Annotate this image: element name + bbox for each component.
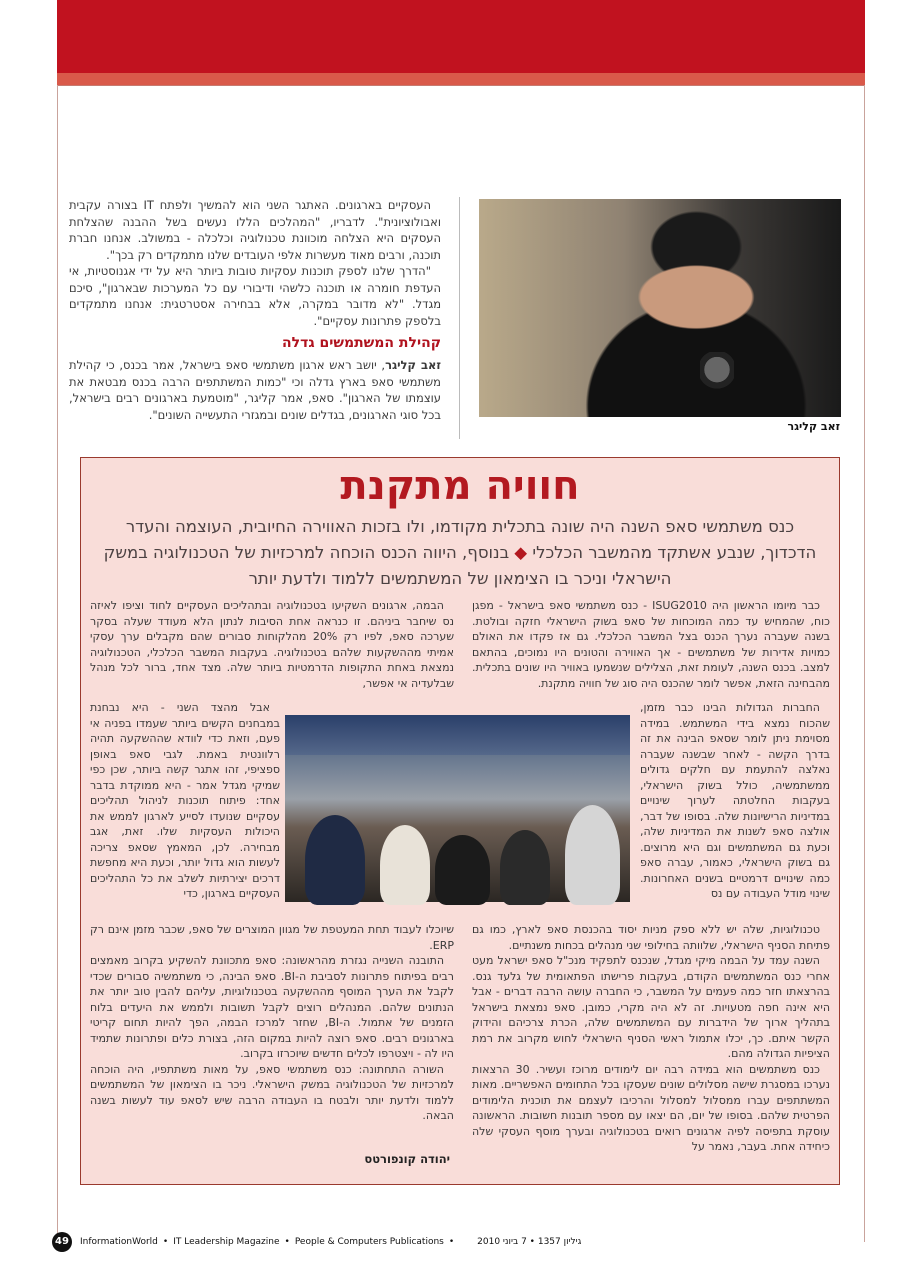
page-border-right <box>864 85 865 1242</box>
subtitle-text-2: בנוסף, היווה הכנס הוכחה למרכזיות של הטכנולוגיה במשק הישראלי וניכר בו הצימאון של המשתמשים ללמוד ולדעת יותר <box>103 543 672 588</box>
subtitle-text-1: כנס משתמשי סאפ השנה היה שונה בתכלית מקודמו, ולו בזכות האווירה החיובית, העוצמה והעדר הדכדוך, שנבע אשתקד מהמשבר הכלכלי <box>125 517 817 562</box>
footer-dot: • <box>448 1237 455 1247</box>
box-paragraph: הבמה, ארגונים השקיעו בטכנולוגיה ובתהליכים העסקיים לחוד וציפו לאיזה נס שיחבר ביניהם. זו כנראה אחת הסיבות לנתון הלא מעודד שעלה בסקר שערכה סאפ, לפיו רק 20% מהלקוחות סבורים שהם מקבלים ערך עסקי אמיתי מההשקעות שלהם בטכנולוגיה. בעקבות המשבר הכלכלי, הטכנולוגיה נמצאת באחת התקופות הדרמטיות ביותר שלה. מצד אחד, ברור לכל מנהל שבלעדיה אי אפשר, <box>90 599 454 690</box>
photo-banner <box>285 715 630 755</box>
box-paragraph: השורה התחתונה: כנס משתמשי סאפ, על מאות משתתפיו, היה הוכחה למרכזיות של הטכנולוגיה במשק הישראלי. ניכר בו הצימאון של המשתמשים ללמוד ולדעת יותר ולבטח בו העבודה הרבה שיש לסאפ עוד לעשות בשנה הבאה. <box>90 1062 454 1122</box>
box-paragraph: שיוכלו לעבוד תחת המעטפת של מגוון המוצרים של סאפ, שכבר מזמן אינם רק ERP. <box>90 923 454 952</box>
diamond-icon: ◆ <box>514 543 528 562</box>
author-signature: יהודה קונפורטס <box>364 1152 450 1166</box>
article-top-text <box>69 197 441 329</box>
page-border-left <box>57 85 58 1242</box>
column-separator <box>459 197 460 439</box>
speaker-photo <box>479 199 841 417</box>
section-text: , יושב ראש ארגון משתמשי סאפ בישראל, אמר בכנס, כי קהילת משתמשי סאפ בארץ גדלה וכי "כמות המשתתפים הרבה בכנס מבטאת את עוצמתו של הארגון". סאפ, אמר קליגר, "מוטמעת בארגונים רבים בישראל, בכל סוגי הארגונים, בגדלים שונים ובמגזרי התעשייה השונים". <box>69 358 441 422</box>
box-right-column-bottom <box>472 922 830 1177</box>
box-paragraph: כבר מיומו הראשון היה ISUG2010 - כנס משתמשי סאפ בישראל - מפגן כוח, שהמחיש עד כמה המוכחות של סאפ בשוק הישראלי חזקה ובולטת. בשנה שעברה נערך הכנס בצל המשבר הכלכלי. גם אז פקדו את האולם כמויות אדירות של משתמשים - אך האווירה והטונים היו נמוכים, בהתאם למצב. בכנס השנה, לעומת זאת, הצלילים שנשמעו באוויר היו שונים בתכלית. מהבחינה הזאת, אפשר לומר שהכנס היה סוג של חוויה מתקנת. <box>472 599 830 690</box>
box-right-column-top <box>472 598 830 691</box>
conference-photo <box>285 715 630 902</box>
photo-figure <box>500 830 550 905</box>
footer-dot: • <box>284 1237 290 1247</box>
header-divider <box>57 85 865 86</box>
photo-caption: זאב קליגר <box>787 420 840 433</box>
box-paragraph: טכנולוגיות, שלה יש ללא ספק מניות יסוד בהכנסת סאפ לארץ, כמו גם פתיחת הסניף הישראלי, שלוותה בחילופי שני מנהלים בכחות משנתיים. <box>472 923 830 952</box>
feature-subtitle <box>100 514 820 592</box>
box-paragraph: החברות הגדולות הבינו כבר מזמן, שהכוח נמצא בידי המשתמש. במידה מסוימת ניתן לומר שסאפ הבינה את זה בדרך הקשה - לאחר שבשנה שעברה נאלצה להתעמת עם חלקים גדולים ממשתמשיה, כולל בשוק הישראלי, בעקבות החלטתה לערוך שינויים במדיניות הרישיונות שלה. בסופו של דבר, אולצה סאפ לשנות את המדיניות שלה, וכעת גם המשתמשים וגם היא מרוצים. גם בשוק הישראלי, כאמור, עברה סאפ כמה שינויים דרמטיים בשנים האחרונות. שינוי מודל העבודה עם נס <box>640 701 830 900</box>
section-heading: קהילת המשתמשים גדלה <box>282 335 441 351</box>
footer-pub-1: InformationWorld <box>80 1237 158 1247</box>
footer-pub-3: People & Computers Publications <box>294 1237 444 1247</box>
box-paragraph: כנס משתמשים הוא במידה רבה יום לימודים מרוכז ועשיר. 30 הרצאות נערכו במסגרת שישה מסלולים שונים שעסקו בכל התחומים האפשריים. מאות המשתתפים עברו ממסלול למסלול והרכיבו לעצמם את תוכנית הלימודים הפרטית שלהם. בסופו של יום, הם יצאו עם מספר תובנות חשובות. הראשונה עוסקת בתפיסה לפיה ארגונים רואים בטכנולוגיה ובערך מוסף העסקי שלה כיחידה אחת. בעבר, נאמר על <box>472 1062 830 1153</box>
footer-pub-2: IT Leadership Magazine <box>173 1237 280 1247</box>
photo-figure <box>435 835 490 905</box>
box-paragraph: אבל מהצד השני - היא נבחנת במבחנים הקשים ביותר שעמדו בפניה אי פעם, וזאת כדי לוודא שההשקעה תהיה רלוונטית באמת. לגבי סאפ באופן ספציפי, זהו אתגר קשה ביותר, שכן כפי שמיקי מגדל אמר - היא ממוקדת בדבר אחד: פיתוח תוכנות לניהול תהליכים עסקיים שנועדו לסייע לארגון לממש את היכולות העסקיות שלו. זאת, אגב מבחירה. לכן, המאמץ שסאפ צריכה לעשות הוא גדול יותר, וכעת היא מחפשת דרכים יצירתיות לשלב את כל התהליכים העסקיים בארגון, כדי <box>90 701 280 900</box>
box-paragraph: השנה עמד על הבמה מיקי מגדל, שנכנס לתפקיד מנכ"ל סאפ ישראל מעט אחרי כנס המשתמשים הקודם, בעקבות פרישתו הפתאומית של גלעד גנס. בהרצאתו חזר כמה פעמים על המשבר, כי החברה עושה הרבה דברים - אבל היא אינה חפה מטעויות. זה לא היה מקרי, כמובן. סאפ נמצאת בישראל בתהליך ארוך של הידברות עם המשתמשים שלה, הכרת צרכיהם והידוק הקשר איתם. כך, יכלו אתמול ראשי הסניף הישראלי לחוש מקרוב את רמת הציפיות הגדולה מהם. <box>472 954 830 1060</box>
photo-figure <box>305 815 365 905</box>
section-paragraph <box>69 357 441 423</box>
article-top-paragraph: "הדרך שלנו לספק תוכנות עסקיות טובות ביותר היא על ידי אגנוסטיות, אי העדפת חומרה או תוכנה כלשהי ודיבורי עם כל המערכות שבארגון", סיכם מגדל. "לא מדובר במקרה, אלא בבחירה אסטרטגית: אנחנו מתמקדים בלספק פתרונות עסקיים". <box>69 264 441 328</box>
footer <box>80 1237 581 1247</box>
box-left-column-bottom <box>90 922 454 1160</box>
feature-title: חוויה מתקנת <box>340 463 580 509</box>
box-left-column-narrow <box>90 700 280 922</box>
header-color-bar <box>57 0 865 73</box>
box-left-column-top <box>90 598 454 700</box>
box-paragraph: התובנה השנייה נגזרת מהראשונה: סאפ מתכוונת להשקיע בקרוב מאמצים רבים בפיתוח פתרונות לסביבת ה-BI. סאפ הבינה, כי משתמשיה סבורים שכדי לקבל את הערך המוסף מההשקעה בטכנולוגיות, עליהם להבין טוב יותר את הנתונים שלהם. המנהלים רוצים לקבל תשובות ולממש את היעדים בלוח הזמנים של אתמול. ה-BI, שחזר למרכז הבמה, הפך להיות תחום קריטי בארגונים רבים. סאפ רוצה להיות במקום הזה, בצורת כלים ופתרונות שתמיד היו לה - ויצטרפו לכלים חדשים שיוכרזו בקרוב. <box>90 954 454 1060</box>
header-accent-stripe <box>57 73 865 85</box>
footer-dot: • <box>162 1237 169 1247</box>
footer-issue: גיליון 1357 • 7 ביוני 2010 <box>477 1237 582 1247</box>
photo-figure <box>565 805 620 905</box>
photo-figure <box>380 825 430 905</box>
box-right-column-narrow <box>640 700 830 922</box>
person-name: זאב קליגר <box>385 358 441 372</box>
microphone-icon <box>700 352 734 396</box>
article-top-paragraph: העסקיים בארגונים. האתגר השני הוא להמשיך ולפתח IT בצורה עקבית ואבולוציונית". לדבריו, "המהלכים הללו נעשים בשל ההבנה שהצלחת העסקים היא הצלחה מוכוונת טכנולוגיה וכלכלה - במשולב. אנחנו חברת תוכנה, ורבים מאוד מעשרות אלפי העובדים שלנו מתמקדים רק בכך". <box>69 198 441 262</box>
page-number: 49 <box>52 1232 72 1252</box>
